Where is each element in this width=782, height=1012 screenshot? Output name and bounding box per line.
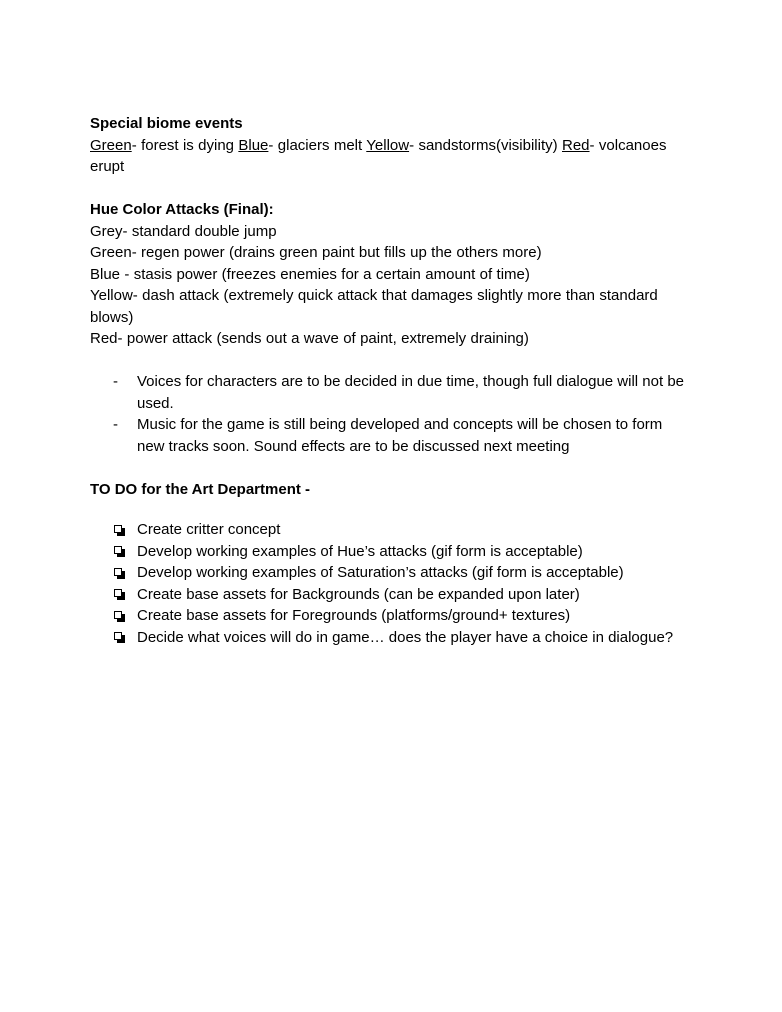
checkbox-square-icon[interactable] xyxy=(114,525,125,536)
list-item[interactable] xyxy=(90,541,690,563)
dash-bullet-icon: - xyxy=(113,416,118,433)
biome-yellow-label: Yellow xyxy=(366,136,410,154)
list-item[interactable] xyxy=(90,627,690,649)
checkbox-square-icon[interactable] xyxy=(114,589,125,600)
spacer-after-todo-heading xyxy=(90,500,690,519)
list-item-label: Decide what voices will do in game… does the player have a choice in dialogue? xyxy=(137,628,674,646)
biome-heading: Special biome events xyxy=(90,115,243,132)
todo-heading: TO DO for the Art Department - xyxy=(90,480,311,498)
document-body xyxy=(90,113,690,648)
attack-line-red: Red- power attack (sends out a wave of paint, extremely draining) xyxy=(90,330,529,347)
checkbox-square-icon[interactable] xyxy=(114,546,125,557)
notes-list xyxy=(90,371,690,457)
spacer-after-attacks xyxy=(90,350,690,372)
biome-paragraph xyxy=(90,135,690,178)
biome-blue-text: - glaciers melt xyxy=(268,136,367,154)
biome-blue-label: Blue xyxy=(238,136,269,154)
attack-line-blue: Blue - stasis power (freezes enemies for a certain amount of time) xyxy=(90,265,530,283)
biome-red-text: - volcanoes erupt xyxy=(90,136,667,175)
list-item-label: Develop working examples of Hue’s attacks (gif form is acceptable) xyxy=(137,542,583,560)
biome-green-text: - forest is dying xyxy=(131,136,239,154)
spacer-after-notes xyxy=(90,457,690,479)
list-item-label: Develop working examples of Saturation’s attacks (gif form is acceptable) xyxy=(137,564,624,581)
list-item-label: Create critter concept xyxy=(137,521,281,538)
spacer-after-biome xyxy=(90,178,690,200)
list-item[interactable] xyxy=(90,562,690,584)
dash-bullet-icon: - xyxy=(113,373,118,390)
list-item-label: Voices for characters are to be decided in due time, though full dialogue will not be used. xyxy=(137,373,685,412)
list-item-label: Create base assets for Foregrounds (platforms/ground+ textures) xyxy=(137,607,571,624)
attack-line-yellow: Yellow- dash attack (extremely quick attack that damages slightly more than standard blows) xyxy=(90,287,658,326)
todo-list xyxy=(90,519,690,648)
list-item-label: Create base assets for Backgrounds (can be expanded upon later) xyxy=(137,585,580,603)
checkbox-square-icon[interactable] xyxy=(114,632,125,643)
list-item[interactable] xyxy=(90,584,690,606)
attack-line-grey: Grey- standard double jump xyxy=(90,222,277,240)
list-item[interactable] xyxy=(90,605,690,627)
biome-green-label: Green xyxy=(90,136,132,154)
attacks-heading: Hue Color Attacks (Final): xyxy=(90,201,274,218)
attack-line-green: Green- regen power (drains green paint but fills up the others more) xyxy=(90,244,542,261)
biome-red-label: Red xyxy=(562,136,590,154)
checkbox-square-icon[interactable] xyxy=(114,611,125,622)
list-item[interactable] xyxy=(90,519,690,541)
list-item xyxy=(90,371,690,414)
biome-yellow-text: - sandstorms(visibility) xyxy=(409,136,562,154)
list-item xyxy=(90,414,690,457)
list-item-label: Music for the game is still being developed and concepts will be chosen to form new tracks soon. Sound effects are to be discussed next meeting xyxy=(137,416,663,455)
checkbox-square-icon[interactable] xyxy=(114,568,125,579)
